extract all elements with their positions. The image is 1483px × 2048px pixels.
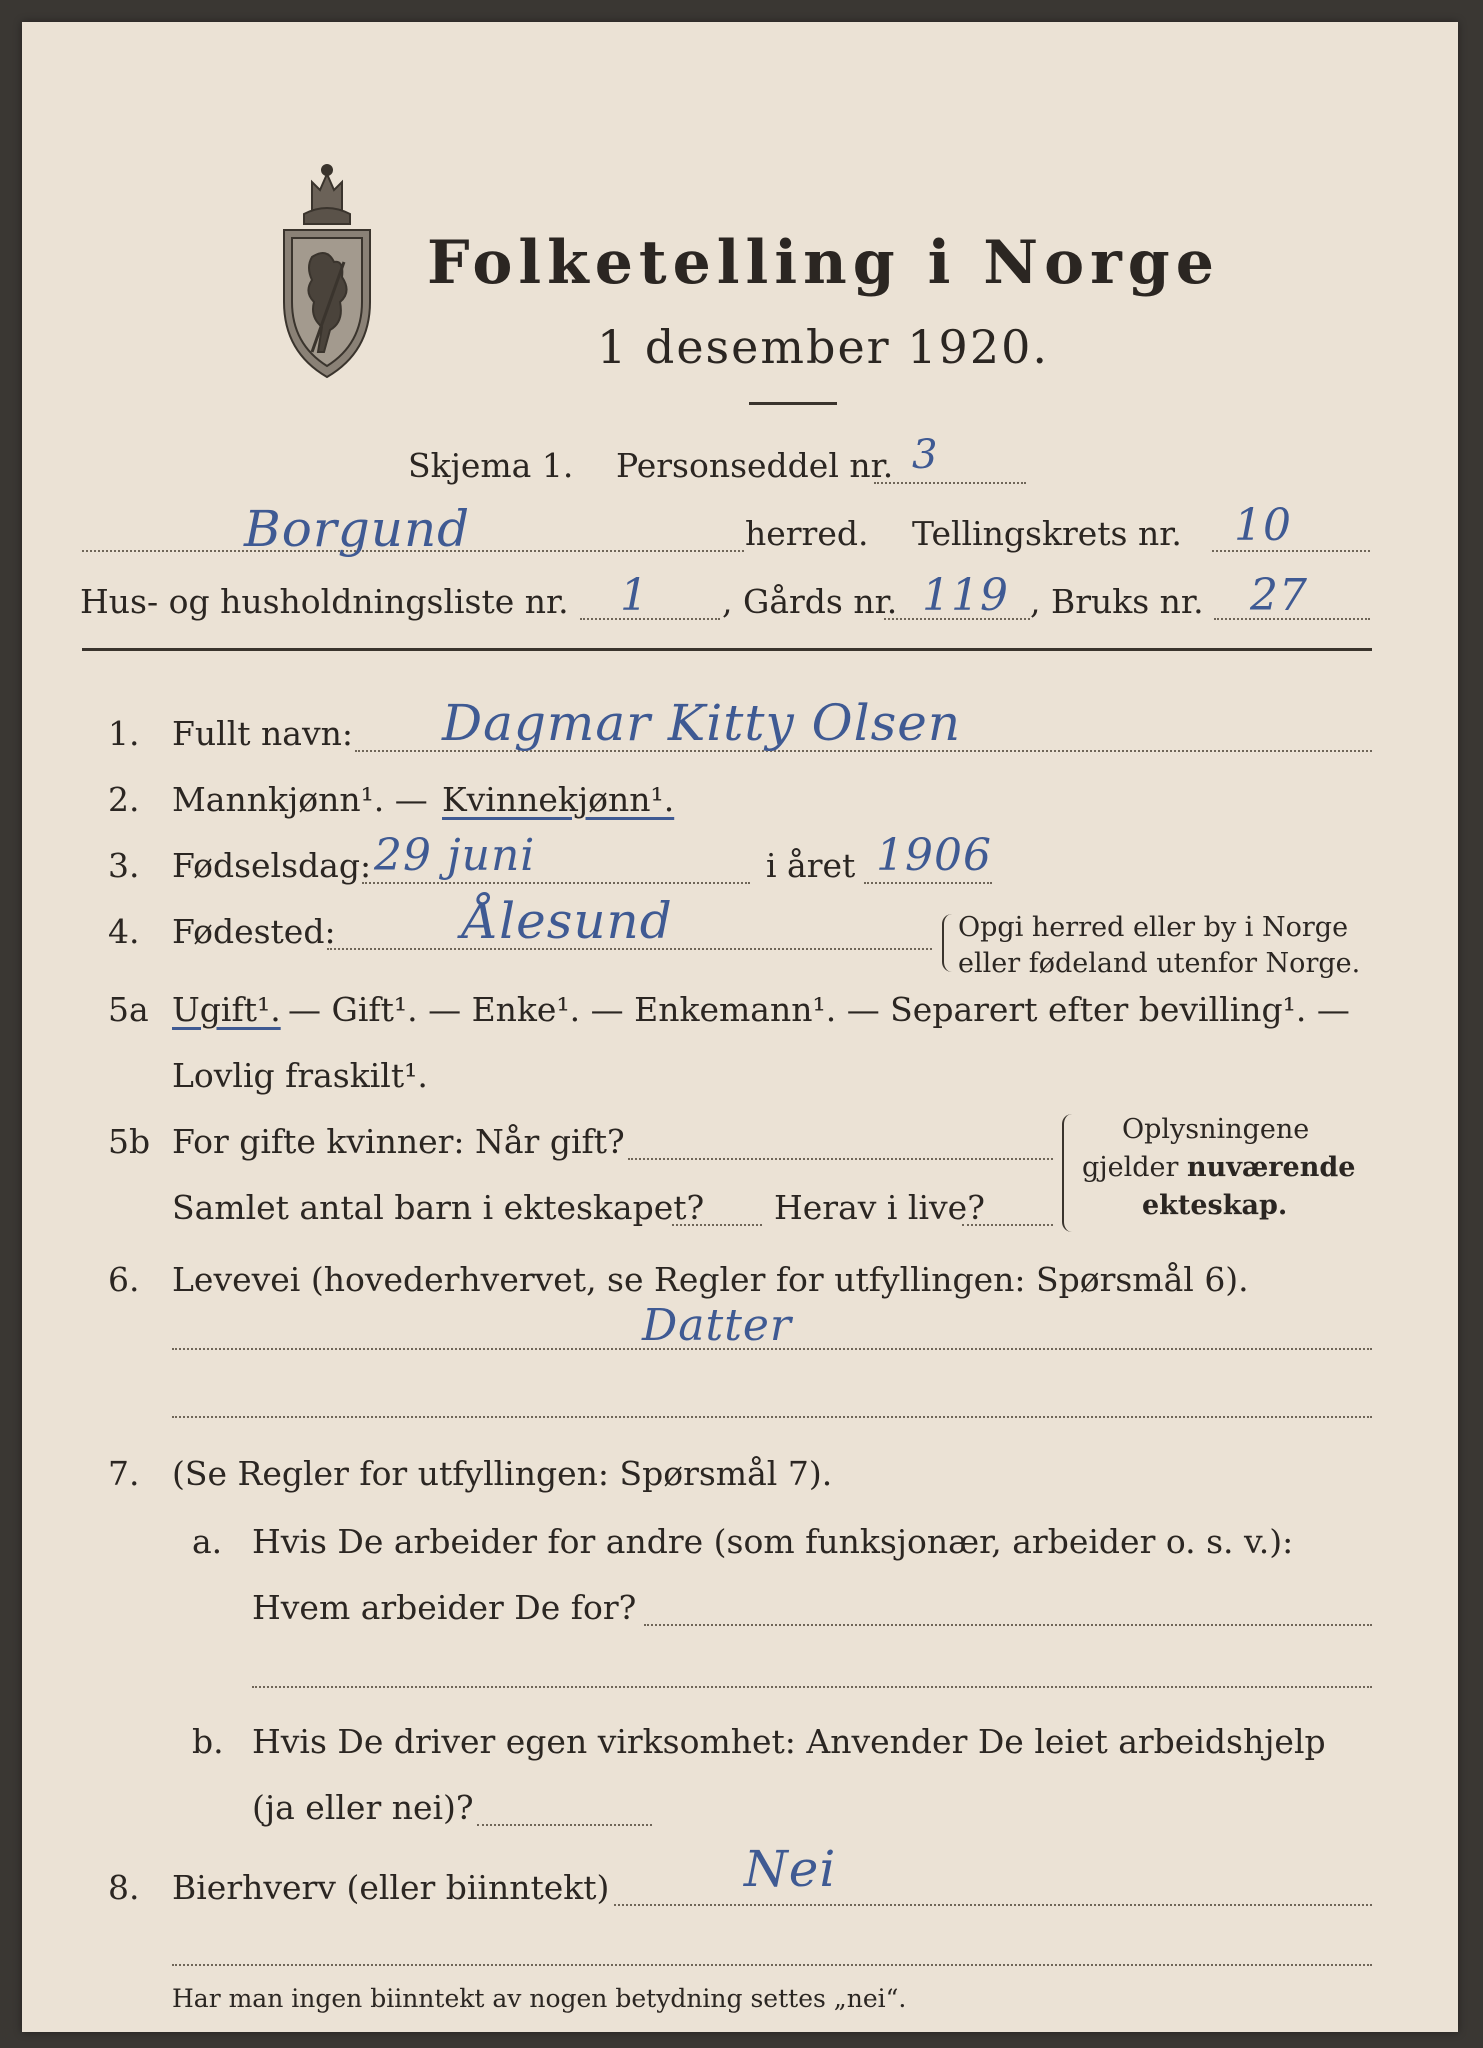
personseddel-value[interactable]: 3 [912, 432, 939, 478]
tellingskrets-value[interactable]: 10 [1234, 500, 1292, 551]
q5b-children-fill [672, 1224, 762, 1226]
q7-label: (Se Regler for utfyllingen: Spørsmål 7). [172, 1454, 833, 1493]
q4-note-line2: eller fødeland utenfor Norge. [958, 948, 1361, 979]
q3-label: Fødselsdag: [172, 846, 372, 885]
bruks-value[interactable]: 27 [1250, 570, 1308, 621]
q6-fill-2 [172, 1416, 1372, 1418]
q1-label: Fullt navn: [172, 714, 353, 753]
q3-birth-year[interactable]: 1906 [876, 830, 992, 881]
census-date: 1 desember 1920. [597, 320, 1049, 374]
q7a-text: Hvis De arbeider for andre (som funksjonær, arbeider o. s. v.): [252, 1522, 1294, 1561]
personseddel-label: Personseddel nr. [616, 446, 894, 485]
q7a-fill-2 [252, 1686, 1372, 1688]
tellingskrets-label: Tellingskrets nr. [912, 514, 1182, 553]
q5a-line2: Lovlig fraskilt¹. [172, 1056, 428, 1095]
q5b-number: 5b [108, 1122, 151, 1161]
q7a-fill-1 [644, 1624, 1372, 1626]
q8-fill-2 [172, 1964, 1372, 1966]
q1-number: 1. [108, 714, 140, 753]
q5b-note-line3: ekteskap. [1142, 1190, 1288, 1221]
q5b-note-brace [1062, 1114, 1074, 1232]
q5b-label-children: Samlet antal barn i ekteskapet? [172, 1188, 705, 1227]
q7b-fill [477, 1824, 652, 1826]
skjema-label: Skjema 1. [408, 446, 574, 485]
q5a-number: 5a [108, 990, 149, 1029]
q4-label: Fødested: [172, 912, 336, 951]
norwegian-coat-of-arms-icon [272, 152, 382, 382]
husliste-value[interactable]: 1 [620, 570, 649, 621]
q5b-label-married: For gifte kvinner: Når gift? [172, 1122, 625, 1161]
q5b-note-line2 [1082, 1152, 1355, 1183]
q5b-alive-fill [962, 1224, 1053, 1226]
q7b-letter: b. [192, 1722, 224, 1761]
q8-label: Bierhverv (eller biinntekt) [172, 1868, 610, 1907]
q7a-question: Hvem arbeider De for? [252, 1588, 637, 1627]
q6-number: 6. [108, 1260, 140, 1299]
q6-label: Levevei (hovederhvervet, se Regler for utfyllingen: Spørsmål 6). [172, 1260, 1249, 1299]
q5a-ugift-selected[interactable]: Ugift¹. [172, 990, 281, 1029]
q4-note-line1: Opgi herred eller by i Norge [958, 912, 1349, 943]
gards-label: , Gårds nr. [722, 582, 898, 621]
q5b-note-line1: Oplysningene [1122, 1114, 1310, 1145]
husliste-fill [580, 618, 720, 620]
q5a-options: — Gift¹. — Enke¹. — Enkemann¹. — Separert efter bevilling¹. — [288, 990, 1350, 1029]
q3-birth-day[interactable]: 29 juni [374, 830, 536, 881]
q3-day-fill [362, 882, 750, 884]
husliste-label: Hus- og husholdningsliste nr. [80, 582, 569, 621]
q4-note-brace [942, 914, 954, 972]
q8-fill-1 [614, 1904, 1372, 1906]
header-rule [82, 648, 1372, 651]
q2-female-selected[interactable]: Kvinnekjønn¹. [442, 780, 675, 819]
footer-note: Har man ingen biinntekt av nogen betydning settes „nei“. [172, 1984, 907, 2013]
q1-full-name[interactable]: Dagmar Kitty Olsen [442, 694, 962, 752]
title-divider [749, 402, 837, 405]
q5b-note-line2a: gjelder [1082, 1152, 1188, 1183]
q3-year-fill [864, 882, 992, 884]
q7b-text: Hvis De driver egen virksomhet: Anvender De leiet arbeidshjelp [252, 1722, 1326, 1761]
q7a-letter: a. [192, 1522, 223, 1561]
q5b-married-fill [628, 1158, 1053, 1160]
q7-number: 7. [108, 1454, 140, 1493]
q3-year-label: i året [766, 846, 856, 885]
personseddel-fill [874, 482, 1026, 484]
q5b-note-line2b: nuværende [1187, 1152, 1356, 1183]
q6-occupation[interactable]: Datter [642, 1300, 792, 1351]
q2-number: 2. [108, 780, 140, 819]
q3-number: 3. [108, 846, 140, 885]
census-form [22, 22, 1458, 2032]
q2-male: Mannkjønn¹. — [172, 780, 428, 819]
bruks-label: , Bruks nr. [1030, 582, 1204, 621]
gards-value[interactable]: 119 [922, 570, 1009, 621]
q4-number: 4. [108, 912, 140, 951]
q8-number: 8. [108, 1868, 140, 1907]
q8-secondary-income[interactable]: Nei [744, 1840, 837, 1898]
herred-value[interactable]: Borgund [244, 500, 471, 558]
q7b-question: (ja eller nei)? [252, 1788, 474, 1827]
form-title: Folketelling i Norge [427, 228, 1220, 298]
q4-birthplace[interactable]: Ålesund [462, 892, 673, 950]
herred-label: herred. [745, 514, 869, 553]
q5b-label-alive: Herav i live? [774, 1188, 985, 1227]
